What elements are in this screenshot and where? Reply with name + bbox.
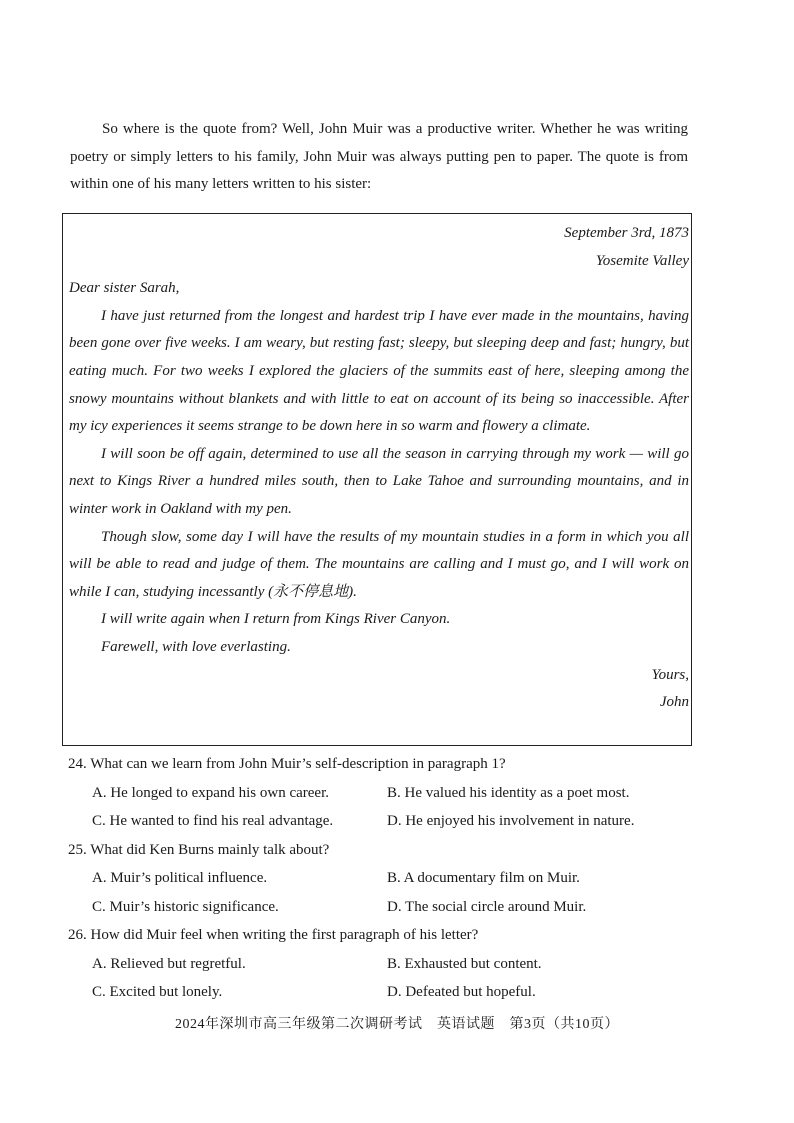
option-24-a: A. He longed to expand his own career. <box>92 784 330 801</box>
question-26-options-row-2 <box>68 978 708 1007</box>
option-24-b: B. He valued his identity as a poet most. <box>387 784 630 801</box>
page-footer: 2024年深圳市高三年级第二次调研考试 英语试题 第3页（共10页） <box>175 1017 619 1032</box>
option-26-b: B. Exhausted but content. <box>387 955 542 972</box>
option-25-b: B. A documentary film on Muir. <box>387 870 580 886</box>
letter-paragraph-2: I will soon be off again, determined to use all the season in carrying through my work — will go next to Kings River a hundred miles south, then to Lake Tahoe and surrounding mountains, and in winter work in Oakland with my pen. <box>69 445 689 517</box>
question-25-options-row-2 <box>68 893 708 922</box>
letter-box <box>62 213 692 746</box>
option-25-d: D. The social circle around Muir. <box>387 898 587 915</box>
option-24-d: D. He enjoyed his involvement in nature. <box>387 813 635 829</box>
option-25-a: A. Muir’s political influence. <box>92 870 268 886</box>
intro-paragraph: So where is the quote from? Well, John Muir was a productive writer. Whether he was writing poetry or simply letters to his family, John Muir was always putting pen to paper. The quote is from within one of his many letters written to his sister: <box>70 121 688 192</box>
question-24-options-row-2 <box>68 807 708 836</box>
letter-salutation: Dear sister Sarah, <box>69 280 180 297</box>
option-26-a: A. Relieved but regretful. <box>92 955 246 972</box>
question-24: 24. What can we learn from John Muir’s self-description in paragraph 1? <box>68 756 506 772</box>
letter <box>69 220 689 717</box>
option-24-c: C. He wanted to find his real advantage. <box>92 813 334 829</box>
question-25: 25. What did Ken Burns mainly talk about? <box>68 841 330 858</box>
letter-closing: Yours, <box>651 666 689 683</box>
letter-place: Yosemite Valley <box>595 252 689 269</box>
option-26-d: D. Defeated but hopeful. <box>387 984 536 1000</box>
question-24-options-row-1 <box>68 779 708 808</box>
letter-paragraph-4: I will write again when I return from Kings River Canyon. <box>101 611 451 628</box>
question-26-options-row-1 <box>68 950 708 979</box>
letter-paragraph-1: I have just returned from the longest and hardest trip I have ever made in the mountains, having been gone over five weeks. I am weary, but resting fast; sleepy, but sleeping deep and fast; hungry, but eating much. For two weeks I explored the glaciers of the summits east of here, sleeping among the snowy mountains without blankets and with little to eat on account of its being so inaccessible. After my icy experiences it seems strange to be down here in so warm and flowery a climate. <box>69 307 689 435</box>
question-26: 26. How did Muir feel when writing the first paragraph of his letter? <box>68 927 479 943</box>
letter-date: September 3rd, 1873 <box>564 225 689 241</box>
question-25-options-row-1 <box>68 864 708 893</box>
letter-paragraph-3: Though slow, some day I will have the results of my mountain studies in a form in which you all will be able to read and judge of them. The mountains are calling and I must go, and I will work on while I can, studying incessantly (永不停息地). <box>69 528 689 600</box>
option-26-c: C. Excited but lonely. <box>92 984 223 1000</box>
letter-paragraph-5: Farewell, with love everlasting. <box>101 638 291 655</box>
questions <box>68 750 708 1007</box>
letter-signature: John <box>659 694 689 711</box>
option-25-c: C. Muir’s historic significance. <box>92 898 279 915</box>
